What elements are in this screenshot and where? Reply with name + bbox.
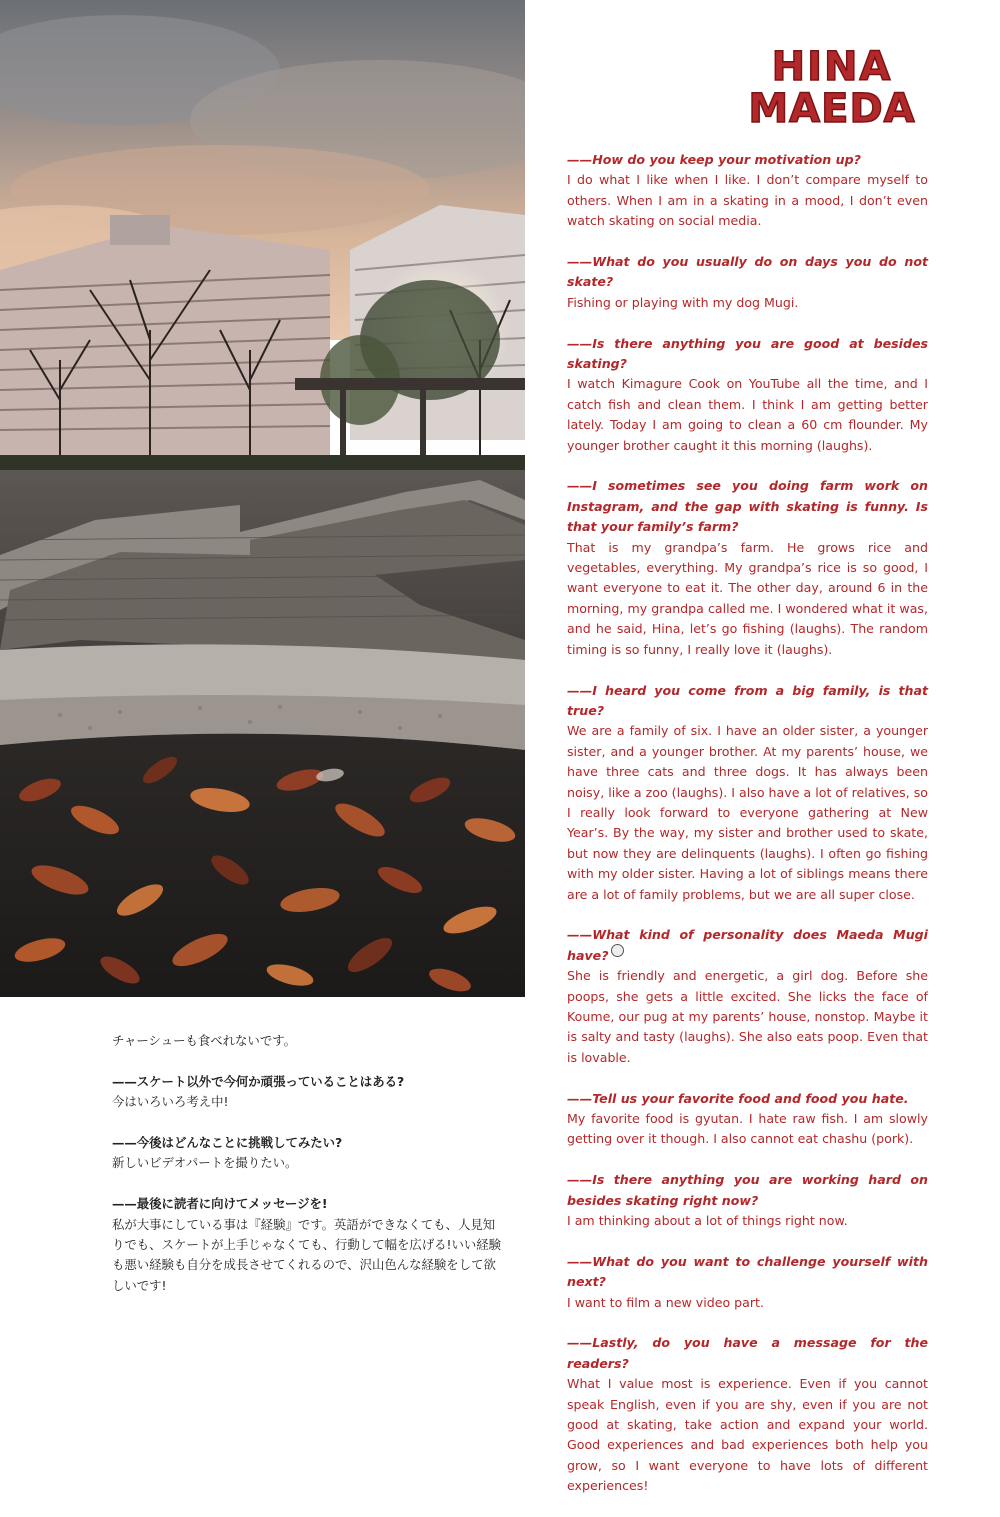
answer: I am thinking about a lot of things right now. [567,1213,848,1229]
question: ——Is there anything you are good at besides skating? [567,335,928,372]
question: ——今後はどんなことに挑戦してみたい? [112,1135,343,1150]
answer: I watch Kimagure Cook on YouTube all the time, and I catch fish and clean them. I think I am getting better lately. Today I am going to clean a 60 cm flounder. My younger brother caught it this morning (laughs). [567,376,928,453]
question: ——Is there anything you are working hard on besides skating right now? [567,1172,928,1208]
lead-text: チャーシューも食べれないです。 [112,1033,296,1048]
answer: 今はいろいろ考え中! [112,1094,229,1110]
japanese-interview [112,1031,502,1317]
answer: What I value most is experience. Even if you cannot speak English, even if you are shy, even if you are not good at skating, take action and expand your world. Good experiences and bad experiences both help you grow, so I want everyone to have lots of different experiences! [567,1376,928,1494]
question: ——最後に読者に向けてメッセージを! [112,1196,328,1212]
question-text: ——What kind of personality does Maeda Mugi have? [567,927,928,963]
answer: 新しいビデオパートを撮りたい。 [112,1155,298,1171]
answer: I want to film a new video part. [567,1294,764,1310]
answer: I do what I like when I like. I don’t compare myself to others. When I am in a skating in a mood, I don’t even watch skating on social media. [567,172,928,229]
answer: We are a family of six. I have an older sister, a younger sister, and a younger brother. At my parents’ house, we have three cats and three dogs. It has always been noisy, like a zoo (laughs). I also have a lot of relatives, so I really look forward to everyone gathering at New Year’s. By the way, my sister and brother used to skate, but now they are delinquents (laughs). I often go fishing with my older sister. Having a lot of siblings means there are a lot of family problems, but we are all super close. [567,723,928,902]
question: ——How do you keep your motivation up? [567,152,861,167]
answer: That is my grandpa’s farm. He grows rice and vegetables, everything. My grandpa’s rice is so good, I want everyone to eat it. The other day, around 6 in the morning, my grandpa called me. I wondered what it was, and he said, Hina, let’s go fishing (laughs). The random timing is so funny, I really love it (laughs). [567,539,928,657]
answer: 私が大事にしている事は『経験』です。英語ができなくても、人見知りでも、スケートが上手じゃなくても、行動して幅を広げる!いい経験も悪い経験も自分を成長させてくれるので、沢山色んな経験をして欲しいです! [112,1216,502,1293]
question: ——What do you want to challenge yourself with next? [567,1253,928,1290]
paw-icon [611,944,624,957]
question: ——Tell us your favorite food and food you hate. [567,1090,909,1106]
question-with-paw [567,925,928,966]
logo-line-1: HINA [771,44,893,90]
question: ——I sometimes see you doing farm work on Instagram, and the gap with skating is funny. Is that your family’s farm? [567,478,928,535]
skatepark-photo [0,0,525,997]
question: ——What do you usually do on days you do not skate? [567,254,928,290]
question: ——I heard you come from a big family, is that true? [567,682,928,718]
english-interview [567,150,928,1517]
hina-maeda-logo [736,40,928,128]
question: ——スケート以外で今何か頑張っていることはある? [112,1073,405,1089]
question: ——Lastly, do you have a message for the readers? [567,1335,928,1371]
answer: Fishing or playing with my dog Mugi. [567,294,799,310]
logo-line-2: MAEDA [748,86,916,128]
answer: She is friendly and energetic, a girl dog. Before she poops, she gets a little excited. She licks the face of Koume, our pug at my parents’ house, nonstop. Maybe it is salty and tasty (laughs). She also eats poop. Even that is lovable. [567,968,928,1065]
answer: My favorite food is gyutan. I hate raw fish. I am slowly getting over it though. I also cannot eat chashu (pork). [567,1111,928,1147]
